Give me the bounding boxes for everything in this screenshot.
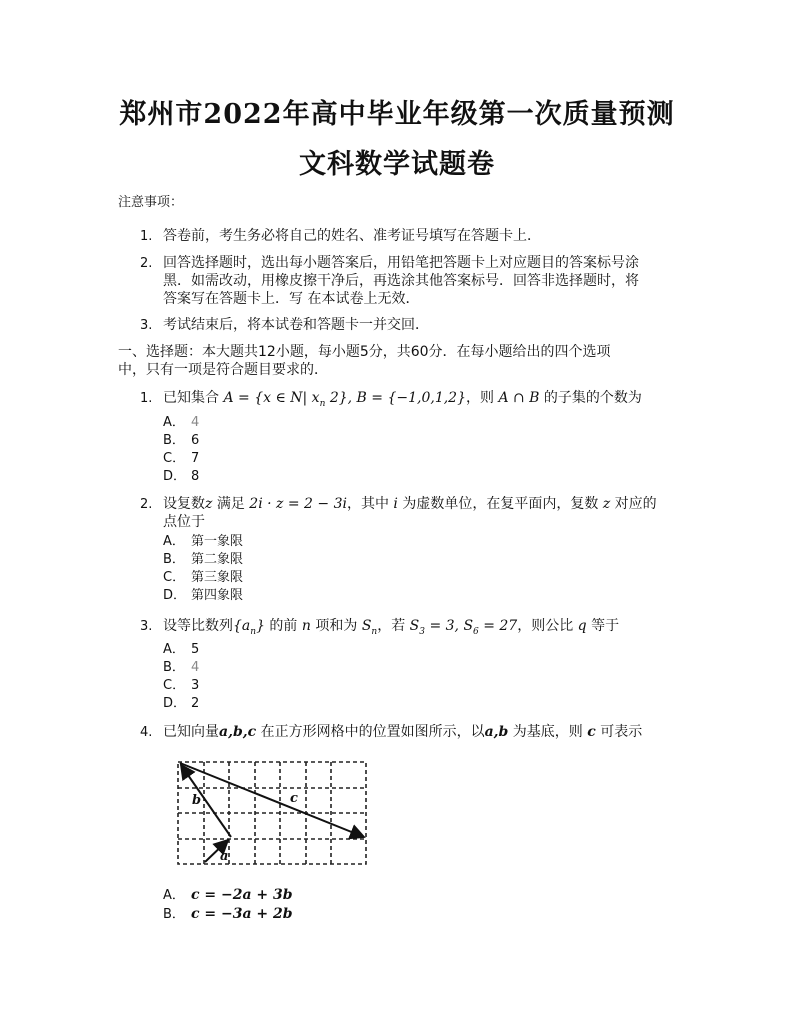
question-number: 4. — [140, 725, 153, 740]
intersection-expression: A ∩ B — [498, 390, 540, 406]
option: A． 第一象限 — [163, 534, 244, 549]
option: A． c = −2a + 3b — [163, 887, 293, 903]
notice-text: 回答选择题时，选出每小题答案后，用铅笔把答题卡上对应题目的答案标号涂 — [163, 255, 639, 271]
vector-c-label: c — [290, 791, 298, 806]
notice-number: 3. — [140, 318, 153, 333]
vector-c-arrow — [180, 763, 364, 837]
equation: 2i · z = 2 − 3i — [249, 496, 347, 512]
option: D． 第四象限 — [163, 588, 244, 603]
set-a-expression: A = {x ∈ N| $x_n$ 2} — [223, 390, 348, 409]
question-number: 2. — [140, 497, 153, 512]
q1-text: ，则 — [465, 390, 494, 406]
section-heading: 一、选择题：本大题共12小题，每小题5分，共60分．在每小题给出的四个选项 — [118, 344, 611, 360]
option: C． 3 — [163, 678, 200, 693]
notice-number: 2. — [140, 256, 153, 271]
notice-text: 答案写在答题卡上．写 在本试卷上无效． — [163, 291, 420, 307]
option: C． 7 — [163, 451, 200, 466]
vector-grid-figure — [172, 756, 372, 868]
exam-subtitle: 文科数学试题卷 — [299, 149, 495, 180]
q1-text: 的子集的个数为 — [539, 390, 642, 406]
option: A． 4 — [163, 415, 200, 430]
option: C． 第三象限 — [163, 570, 244, 585]
question-number: 3. — [140, 619, 153, 634]
section-heading-cont: 中，只有一项是符合题目要求的． — [118, 362, 328, 378]
question-3-stem: 设等比数列$\{a_n\}$ 的前 n 项和为 $S_n$，若 $S_3 = 3$, $S_6 = 27$，则公比 q 等于 — [163, 618, 620, 637]
option: D． 2 — [163, 696, 200, 711]
question-number: 1. — [140, 391, 153, 406]
notice-text: 答卷前，考生务必将自己的姓名、准考证号填写在答题卡上． — [163, 228, 541, 244]
option: D． 8 — [163, 469, 200, 484]
set-b-expression: , B = {−1,0,1,2} — [347, 390, 466, 406]
vector-b-arrow — [181, 765, 231, 837]
q1-text: 已知集合 — [163, 390, 219, 406]
question-1-stem — [163, 389, 642, 413]
grid-lines — [178, 762, 366, 864]
question-4-stem: 已知向量a,b,c 在正方形网格中的位置如图所示，以a,b 为基底，则 c 可表示 — [163, 724, 643, 740]
notice-text: 考试结束后，将本试卷和答题卡一并交回． — [163, 317, 429, 333]
exam-title: 郑州市2022年高中毕业年级第一次质量预测 — [119, 99, 675, 130]
vector-a-label: a — [220, 849, 229, 864]
question-2-stem-cont: 点位于 — [163, 514, 205, 530]
notice-heading: 注意事项： — [118, 195, 184, 210]
notice-text: 黑．如需改动，用橡皮擦干净后，再选涂其他答案标号．回答非选择题时，将 — [163, 273, 639, 289]
option: A． 5 — [163, 642, 200, 657]
vector-b-label: b — [192, 793, 202, 808]
question-2-stem: 设复数z 满足 2i · z = 2 − 3i，其中 i 为虚数单位，在复平面内，复数 z 对应的 — [163, 496, 657, 512]
option: B． 第二象限 — [163, 552, 244, 567]
notice-number: 1. — [140, 229, 153, 244]
option: B． c = −3a + 2b — [163, 906, 293, 922]
option: B． 4 — [163, 660, 200, 675]
option: B． 6 — [163, 433, 200, 448]
